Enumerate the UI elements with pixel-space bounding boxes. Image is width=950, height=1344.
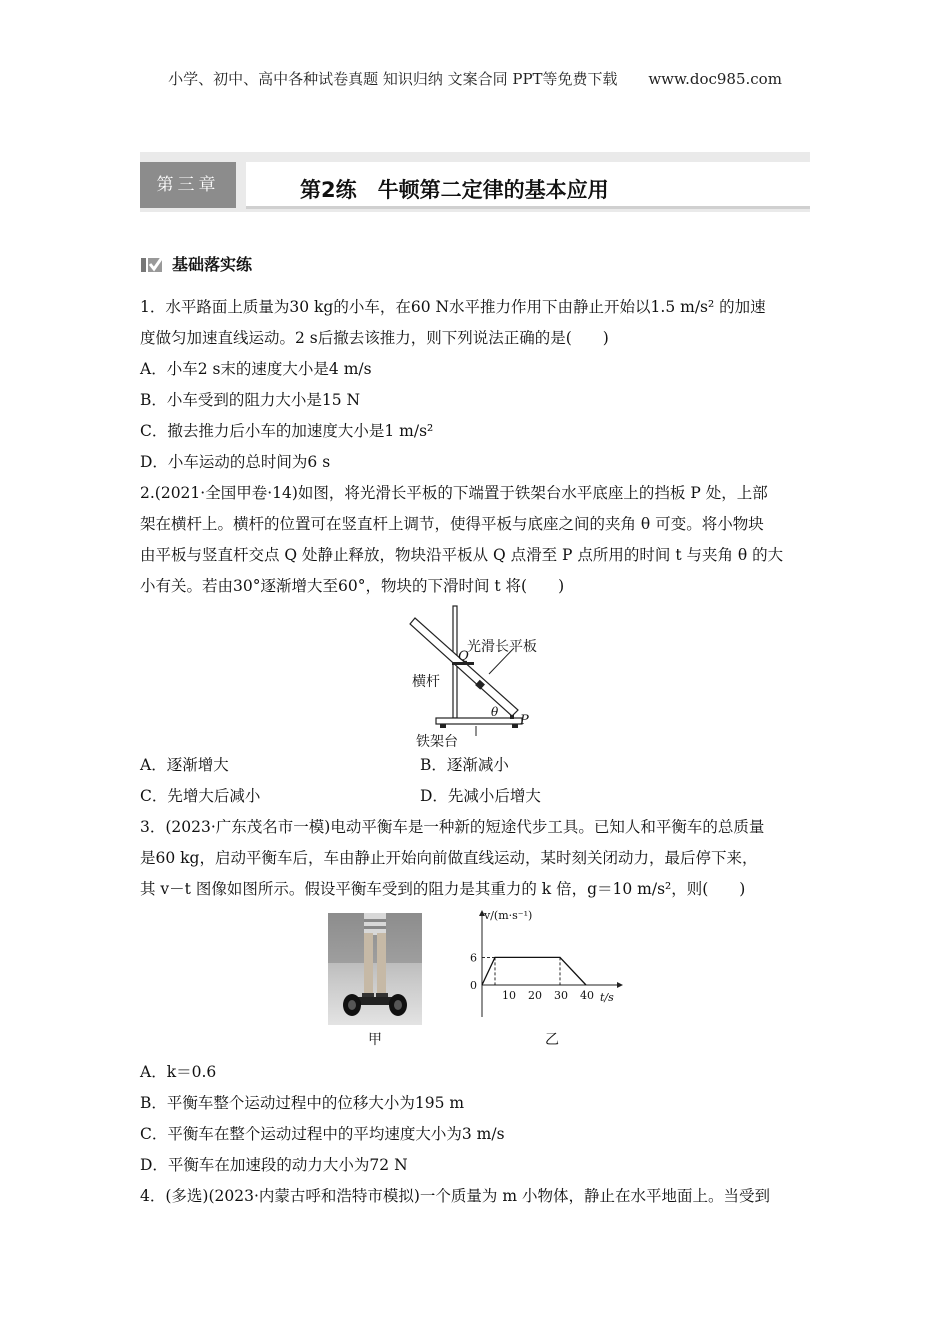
section-heading — [140, 252, 252, 275]
header-url[interactable]: www.doc985.com — [648, 70, 782, 88]
page-title: 第2练 牛顿第二定律的基本应用 — [300, 178, 609, 202]
header-text: 小学、初中、高中各种试卷真题 知识归纳 文案合同 PPT等免费下载 — [168, 70, 618, 88]
q1-option-b[interactable]: B．小车受到的阻力大小是15 N — [140, 391, 361, 409]
q2-line: 由平板与竖直杆交点 Q 处静止释放，物块沿平板从 Q 点滑至 P 点所用的时间 t 与夹角 θ 的大 — [140, 546, 784, 564]
iron-stand-diagram — [140, 602, 810, 750]
q3-figures — [140, 905, 810, 1057]
q1-option-a[interactable]: A．小车2 s末的速度大小是4 m/s — [140, 360, 372, 378]
y-tick-label: 0 — [470, 979, 477, 992]
q1-option-d[interactable]: D．小车运动的总时间为6 s — [140, 453, 331, 471]
chapter-label: 第三章 — [140, 162, 236, 208]
title-band — [140, 152, 810, 212]
label-p: P — [520, 713, 529, 728]
questions — [140, 292, 810, 1212]
q2-options-row — [140, 750, 810, 781]
graph-caption: 乙 — [545, 1032, 559, 1048]
q2-option-d[interactable]: D．先减小后增大 — [420, 787, 541, 805]
vt-series-line — [482, 957, 586, 985]
q3-option-a[interactable]: A．k＝0.6 — [140, 1063, 217, 1081]
q1-line: 1．水平路面上质量为30 kg的小车，在60 N水平推力作用下由静止开始以1.5 m/s² 的加速 — [140, 298, 766, 316]
y-tick-label: 6 — [470, 951, 477, 965]
q2-line: 小有关。若由30°逐渐增大至60°，物块的下滑时间 t 将( ) — [140, 577, 565, 595]
section-title: 基础落实练 — [172, 255, 253, 274]
q3-line: 其 v－t 图像如图所示。假设平衡车受到的阻力是其重力的 k 倍，g＝10 m/s²，则( ) — [140, 880, 746, 898]
checkbox-check-icon — [140, 254, 164, 274]
x-tick-label: 40 — [580, 989, 594, 1002]
photo-caption: 甲 — [368, 1032, 382, 1048]
balance-scooter-photo — [328, 913, 422, 1025]
q2-line: 2.(2021·全国甲卷·14)如图，将光滑长平板的下端置于铁架台水平底座上的挡板 P 处，上部 — [140, 484, 768, 502]
q2-option-b[interactable]: B．逐渐减小 — [420, 756, 509, 774]
q2-figure — [140, 602, 810, 750]
label-q: Q — [458, 649, 469, 664]
q2-options-row — [140, 781, 810, 812]
y-axis-label: v/(m·s⁻¹) — [484, 909, 533, 922]
q2-option-c[interactable]: C．先增大后减小 — [140, 787, 261, 805]
q1-line: 度做匀加速直线运动。2 s后撤去该推力，则下列说法正确的是( ) — [140, 329, 609, 347]
q3-line: 是60 kg，启动平衡车后，车由静止开始向前做直线运动，某时刻关闭动力，最后停下来， — [140, 849, 758, 867]
label-board: 光滑长平板 — [467, 639, 537, 655]
q3-line: 3．(2023·广东茂名市一模)电动平衡车是一种新的短途代步工具。已知人和平衡车的总质量 — [140, 818, 765, 836]
label-stand: 铁架台 — [416, 734, 458, 750]
x-axis-label: t/s — [600, 991, 614, 1004]
q3-option-d[interactable]: D．平衡车在加速段的动力大小为72 N — [140, 1156, 408, 1174]
label-theta: θ — [491, 705, 499, 719]
page-header — [0, 68, 950, 89]
x-tick-label: 30 — [554, 989, 568, 1002]
x-tick-label: 10 — [502, 989, 516, 1002]
vt-graph — [458, 905, 628, 1025]
q2-line: 架在横杆上。横杆的位置可在竖直杆上调节，使得平板与底座之间的夹角 θ 可变。将小物块 — [140, 515, 764, 533]
q4-line: 4．(多选)(2023·内蒙古呼和浩特市模拟)一个质量为 m 小物体，静止在水平地面上。当受到 — [140, 1187, 770, 1205]
q3-option-c[interactable]: C．平衡车在整个运动过程中的平均速度大小为3 m/s — [140, 1125, 505, 1143]
q3-option-b[interactable]: B．平衡车整个运动过程中的位移大小为195 m — [140, 1094, 465, 1112]
q1-option-c[interactable]: C．撤去推力后小车的加速度大小是1 m/s² — [140, 422, 434, 440]
x-tick-label: 20 — [528, 989, 542, 1002]
q2-option-a[interactable]: A．逐渐增大 — [140, 756, 229, 774]
label-bar: 横杆 — [412, 674, 440, 690]
